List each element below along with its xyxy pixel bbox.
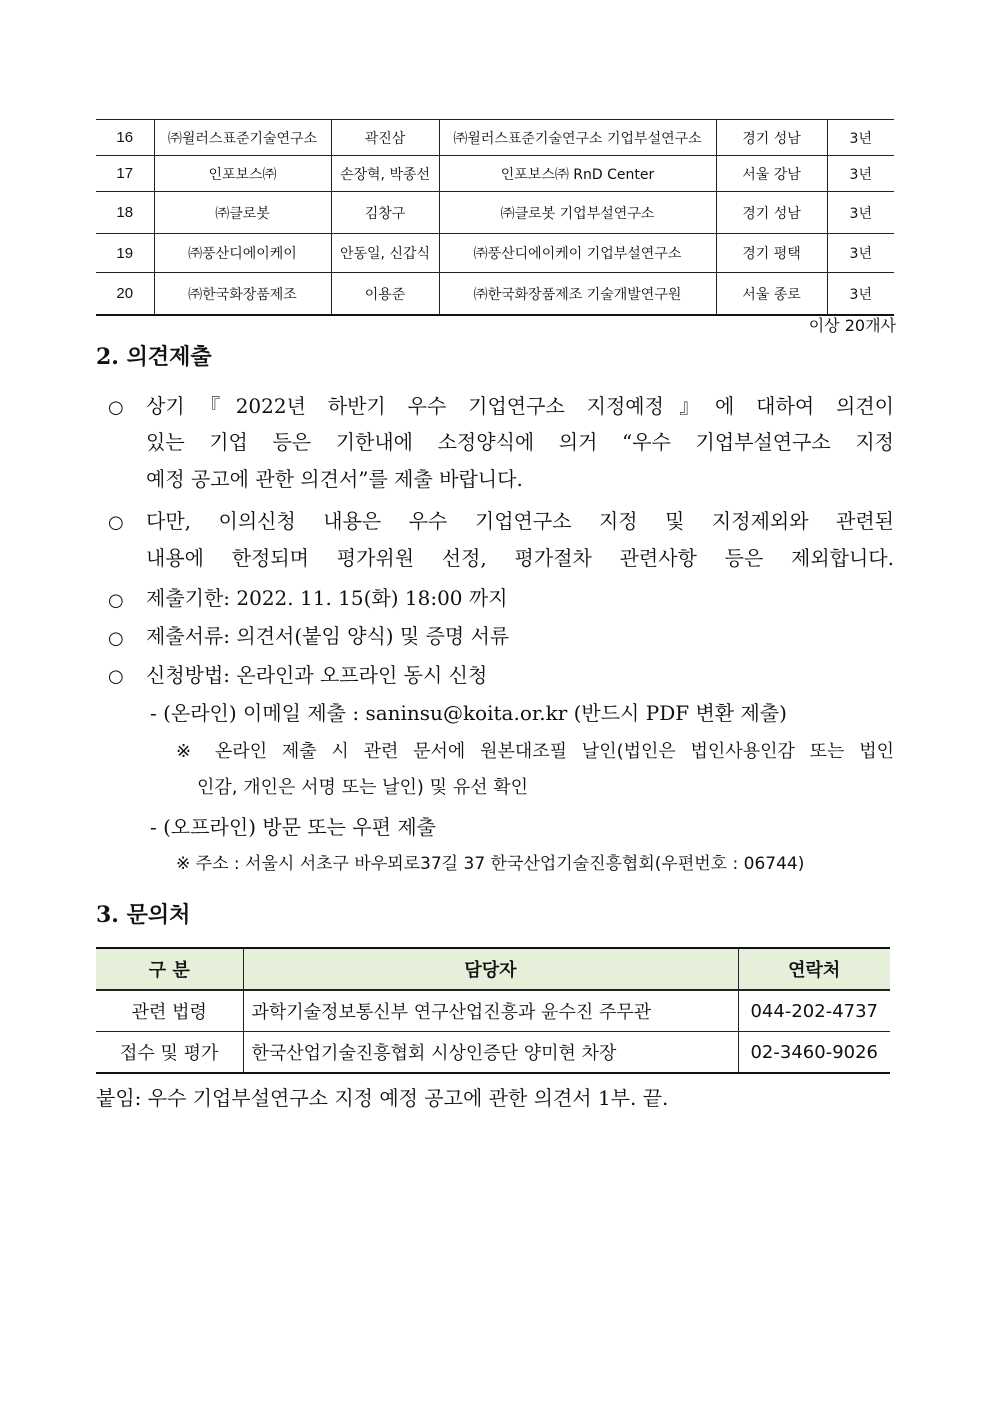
lab-cell: ㈜윌러스표준기술연구소 기업부설연구소 (439, 120, 716, 156)
category-cell: 관련 법령 (96, 990, 243, 1032)
documents-line: 제출서류: 의견서(붙임 양식) 및 증명 서류 (146, 624, 510, 648)
contact-cell: 한국산업기술진흥협회 시상인증단 양미현 차장 (243, 1032, 738, 1074)
no-cell: 20 (96, 273, 154, 316)
contact-cell: 과학기술정보통신부 연구산업진흥과 윤수진 주무관 (243, 990, 738, 1032)
header-phone: 연락처 (738, 948, 890, 990)
online-note-line-2: 인감, 개인은 서명 또는 날인) 및 유선 확인 (197, 777, 529, 798)
bullet-1-line-3: 예정 공고에 관한 의견서”를 제출 바랍니다. (146, 467, 523, 491)
no-cell: 17 (96, 156, 154, 192)
online-note-line-1: ※ 온라인 제출 시 관련 문서에 원본대조필 날인(법인은 법인사용인감 또는 법인 (176, 741, 894, 762)
lab-cell: ㈜한국화장품제조 기술개발연구원 (439, 273, 716, 316)
bullet-symbol: ○ (108, 397, 124, 418)
rep-cell: 곽진삼 (331, 120, 439, 156)
header-contact: 담당자 (243, 948, 738, 990)
rep-cell: 안동일, 신갑식 (331, 234, 439, 273)
offline-submission-line: - (오프라인) 방문 또는 우편 제출 (150, 815, 436, 839)
section-3-heading: 3. 문의처 (96, 902, 191, 928)
category-cell: 접수 및 평가 (96, 1032, 243, 1074)
table-row (96, 192, 894, 234)
table-row (96, 156, 894, 192)
rep-cell: 손장혁, 박종선 (331, 156, 439, 192)
bullet-1-line-1: 상기『2022년 하반기 우수 기업연구소 지정예정』에 대하여 의견이 (146, 394, 894, 418)
company-cell: ㈜풍산디에이케이 (154, 234, 331, 273)
online-submission-line: - (온라인) 이메일 제출 : saninsu@koita.or.kr (반드시 PDF 변환 제출) (150, 701, 787, 725)
period-cell: 3년 (827, 273, 894, 316)
lab-cell: ㈜클로봇 기업부설연구소 (439, 192, 716, 234)
bullet-symbol: ○ (108, 628, 124, 649)
table-row (96, 990, 890, 1032)
method-line: 신청방법: 온라인과 오프라인 동시 신청 (146, 663, 488, 687)
period-cell: 3년 (827, 156, 894, 192)
bullet-symbol: ○ (108, 590, 124, 611)
attachment-line: 붙임: 우수 기업부설연구소 지정 예정 공고에 관한 의견서 1부. 끝. (96, 1086, 669, 1110)
header-category: 구 분 (96, 948, 243, 990)
offline-address-note: ※ 주소 : 서울시 서초구 바우뫼로37길 37 한국산업기술진흥협회(우편번호 : 06744) (176, 854, 805, 874)
table-row (96, 120, 894, 156)
contact-table-header (96, 948, 890, 990)
company-cell: ㈜한국화장품제조 (154, 273, 331, 316)
period-cell: 3년 (827, 192, 894, 234)
bullet-symbol: ○ (108, 512, 124, 533)
table-row (96, 273, 894, 316)
period-cell: 3년 (827, 234, 894, 273)
rep-cell: 김창구 (331, 192, 439, 234)
loc-cell: 경기 성남 (716, 120, 827, 156)
phone-cell: 044-202-4737 (738, 990, 890, 1032)
contact-table (96, 947, 890, 1074)
bullet-2-line-2: 내용에 한정되며 평가위원 선정, 평가절차 관련사항 등은 제외합니다. (146, 546, 894, 570)
section-2-heading: 2. 의견제출 (96, 344, 212, 370)
table-row (96, 1032, 890, 1074)
rep-cell: 이용준 (331, 273, 439, 316)
period-cell: 3년 (827, 120, 894, 156)
no-cell: 16 (96, 120, 154, 156)
no-cell: 19 (96, 234, 154, 273)
bullet-symbol: ○ (108, 666, 124, 687)
phone-cell: 02-3460-9026 (738, 1032, 890, 1074)
loc-cell: 경기 성남 (716, 192, 827, 234)
company-cell: 인포보스㈜ (154, 156, 331, 192)
total-count-note: 이상 20개사 (808, 316, 896, 335)
company-cell: ㈜클로봇 (154, 192, 331, 234)
no-cell: 18 (96, 192, 154, 234)
company-cell: ㈜윌러스표준기술연구소 (154, 120, 331, 156)
table-row (96, 234, 894, 273)
lab-cell: ㈜풍산디에이케이 기업부설연구소 (439, 234, 716, 273)
lab-cell: 인포보스㈜ RnD Center (439, 156, 716, 192)
loc-cell: 경기 평택 (716, 234, 827, 273)
loc-cell: 서울 강남 (716, 156, 827, 192)
deadline-line: 제출기한: 2022. 11. 15(화) 18:00 까지 (146, 586, 508, 610)
lab-designation-table (96, 119, 894, 316)
loc-cell: 서울 종로 (716, 273, 827, 316)
bullet-1-line-2: 있는 기업 등은 기한내에 소정양식에 의거 “우수 기업부설연구소 지정 (146, 430, 894, 454)
bullet-2-line-1: 다만, 이의신청 내용은 우수 기업연구소 지정 및 지정제외와 관련된 (146, 509, 894, 533)
